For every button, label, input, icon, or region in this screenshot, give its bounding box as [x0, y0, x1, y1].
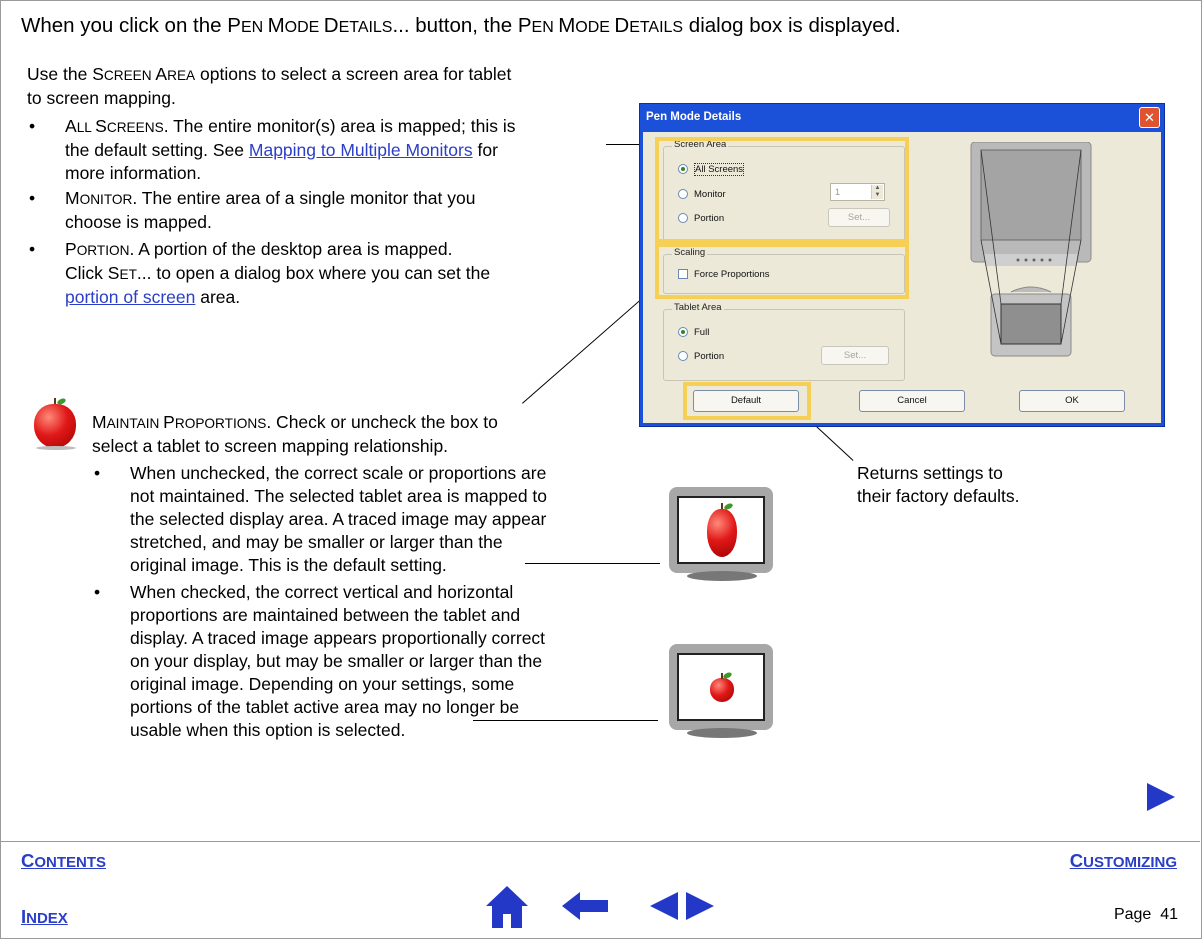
- radio-tablet-portion[interactable]: Portion: [678, 351, 724, 362]
- callout-line-unchecked: [525, 563, 660, 564]
- default-button[interactable]: Default: [693, 390, 799, 412]
- monitor-stretched-icon: [667, 487, 777, 583]
- default-highlight: [683, 382, 811, 420]
- callout-line-checked: [473, 720, 658, 721]
- tablet-area-label: Tablet Area: [674, 302, 722, 313]
- screen-area-intro: Use the SCREEN AREA options to select a screen area for tablet to screen mapping.: [27, 64, 512, 108]
- force-proportions-checkbox[interactable]: Force Proportions: [678, 269, 770, 280]
- dialog-title: Pen Mode Details: [646, 111, 742, 123]
- portion-of-screen-link[interactable]: portion of screen: [65, 287, 196, 307]
- bullet-all-screens: • ALL SCREENS. The entire monitor(s) area is mapped; this is the default setting. See Mapping to Multiple Monitors for more information.: [29, 116, 516, 183]
- customizing-link[interactable]: CUSTOMIZING: [1069, 850, 1177, 871]
- previous-page-icon[interactable]: [648, 890, 680, 922]
- bullet-monitor: • MONITOR. The entire area of a single monitor that you choose is mapped.: [29, 188, 476, 232]
- bullet-checked: • When checked, the correct vertical and horizontal proportions are maintained between the tablet and display. A traced image appears proportionally correct on your display, but may be smaller or larger than the original image. Depending on your settings, some portions of the tablet active area may no longer be usable when this option is selected.: [94, 582, 546, 740]
- radio-full[interactable]: Full: [678, 327, 709, 338]
- radio-all-screens[interactable]: All Screens: [678, 164, 744, 175]
- page-number: Page 41: [1113, 906, 1178, 923]
- mapping-preview-graphic: [963, 142, 1133, 387]
- next-page-icon[interactable]: [684, 890, 716, 922]
- bullet-portion: • PORTION. A portion of the desktop area is mapped. Click SET... to open a dialog box where you can set the portion of screen area.: [29, 239, 491, 307]
- scaling-label: Scaling: [674, 247, 706, 258]
- maintain-proportions-intro: MAINTAIN PROPORTIONS. Check or uncheck the box to select a tablet to screen mapping relationship.: [92, 412, 498, 456]
- cancel-button[interactable]: Cancel: [859, 390, 965, 412]
- screen-area-label: Screen Area: [674, 139, 727, 150]
- apple-icon: [32, 396, 78, 452]
- screen-area-highlight: [655, 137, 909, 243]
- footer-divider: [0, 841, 1200, 842]
- tablet-area-group: [663, 302, 905, 381]
- contents-link[interactable]: CONTENTS: [21, 850, 107, 871]
- bullet-unchecked: • When unchecked, the correct scale or proportions are not maintained. The selected tablet area is mapped to the selected display area. A traced image may appear stretched, and may be smaller or larger than the original image. This is the default setting.: [94, 463, 548, 575]
- close-icon[interactable]: ✕: [1139, 107, 1160, 128]
- page-headline: When you click on the PEN MODE DETAILS... button, the PEN MODE DETAILS dialog box is displayed.: [21, 14, 901, 37]
- index-link[interactable]: INDEX: [21, 906, 68, 927]
- ok-button[interactable]: OK: [1019, 390, 1125, 412]
- mapping-multiple-monitors-link[interactable]: Mapping to Multiple Monitors: [248, 140, 473, 160]
- forward-arrow-icon[interactable]: [1145, 781, 1177, 813]
- back-icon[interactable]: [560, 890, 610, 922]
- monitor-spinner[interactable]: 1 ▲ ▼: [830, 183, 885, 201]
- screen-set-button[interactable]: Set...: [828, 208, 890, 227]
- scaling-highlight: [655, 243, 909, 299]
- default-callout-note: Returns settings to their factory defaults.: [857, 463, 1020, 506]
- tablet-set-button[interactable]: Set...: [821, 346, 889, 365]
- radio-monitor[interactable]: Monitor: [678, 189, 726, 200]
- radio-portion[interactable]: Portion: [678, 213, 724, 224]
- monitor-proportional-icon: [667, 644, 777, 740]
- home-icon[interactable]: [484, 884, 530, 930]
